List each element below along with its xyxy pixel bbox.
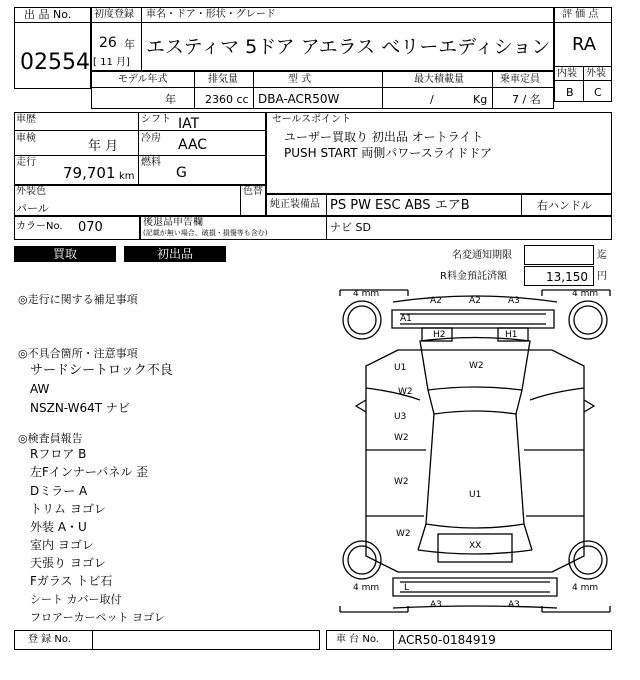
mileage: 79,701: [63, 164, 116, 182]
inspector-report-item: 室内 ヨゴレ: [30, 538, 94, 552]
recycle-fee-unit: 円: [597, 271, 607, 282]
model-year-label: モデル年式: [118, 74, 168, 85]
inspector-report-item: シート カバー取付: [30, 593, 122, 606]
first-registration-label: 初度登録: [94, 9, 134, 20]
displacement: 2360 cc: [205, 93, 249, 106]
defect-item: NSZN-W64T ナビ: [30, 401, 130, 415]
mileage-label: 走行: [16, 157, 36, 168]
inspection-value: 年 月: [88, 139, 119, 154]
inspector-report-item: Fガラス トビ石: [30, 574, 113, 588]
chassis-number: ACR50-0184919: [398, 633, 496, 647]
first-registration-month: [ 11 月]: [93, 57, 130, 68]
color-number: 070: [78, 220, 103, 235]
defect-item: サードシートロック不良: [30, 363, 173, 378]
tire-depth-rear-right: 4 mm: [572, 583, 599, 593]
damage-mark: W2: [394, 477, 409, 487]
mileage-unit: km: [119, 171, 135, 182]
damage-mark: U1: [394, 363, 407, 373]
tire-depth-front-left: 4 mm: [353, 289, 380, 299]
inspector-report-item: Dミラー A: [30, 484, 88, 498]
year-unit: 年: [124, 38, 135, 51]
ac-value: AAC: [178, 137, 208, 153]
steering-side: 右ハンドル: [537, 199, 592, 212]
damage-mark: W2: [398, 387, 413, 397]
driving-notes-title: ◎走行に関する補足事項: [18, 293, 138, 306]
color-number-label: カラーNo.: [16, 221, 63, 232]
specs-box: [14, 112, 266, 185]
model-type: DBA-ACR50W: [258, 92, 340, 106]
sales-point-label: セールスポイント: [272, 114, 352, 125]
model-year-unit: 年: [165, 93, 176, 106]
damage-mark: L: [404, 583, 410, 593]
damage-mark: H1: [505, 330, 518, 340]
exterior-color-box: [14, 185, 266, 216]
displacement-label: 排気量: [208, 74, 238, 85]
inspector-report-item: Rフロア B: [30, 447, 87, 461]
rating-score: RA: [572, 34, 597, 55]
recycle-fee-label: R料金預託済額: [440, 271, 507, 282]
shift-label: シフト: [141, 114, 171, 125]
damage-mark: H2: [433, 330, 446, 340]
exterior-color-value: パール: [16, 202, 49, 215]
damage-mark: W2: [469, 361, 484, 371]
first-listing-button[interactable]: 初出品: [124, 246, 226, 262]
sales-point-line-2: PUSH START 両側パワースライドドア: [284, 146, 492, 160]
damage-mark: A2: [430, 296, 442, 306]
interior-label: 内装: [557, 68, 577, 79]
shift-value: IAT: [178, 116, 200, 132]
exterior-color-label: 外装色: [16, 186, 46, 197]
damage-mark: A3: [430, 600, 442, 610]
tire-depth-front-right: 4 mm: [572, 289, 599, 299]
name-change-deadline-box: [524, 245, 594, 265]
interior-score: B: [566, 86, 574, 99]
buy-button[interactable]: 買取: [14, 246, 116, 262]
inspection-label: 車検: [16, 133, 36, 144]
inspector-report-item: 天張り ヨゴレ: [30, 556, 106, 570]
car-damage-diagram: [338, 288, 612, 614]
damage-mark: W2: [394, 433, 409, 443]
damage-mark: W2: [396, 529, 411, 539]
aftermarket-note: (記載が無い場合、破損・損傷等も含む): [143, 229, 268, 237]
defect-item: AW: [30, 382, 50, 396]
lot-number-label: 出 品 No.: [24, 8, 72, 21]
defects-title: ◎不具合箇所・注意事項: [18, 347, 138, 360]
car-name: エスティマ 5ドア アエラス べリーエディション: [146, 36, 551, 58]
exterior-score: C: [594, 86, 602, 99]
fuel-label: 燃料: [141, 157, 161, 168]
chassis-number-label: 車 台 No.: [336, 634, 379, 645]
damage-mark: A2: [469, 296, 481, 306]
color-change-label: 色替: [243, 186, 263, 197]
first-registration-year: 26: [99, 35, 117, 51]
rating-label: 評 価 点: [562, 9, 599, 20]
damage-mark: A1: [400, 314, 412, 324]
inspector-report-title: ◎検査員報告: [18, 432, 83, 445]
inspector-report-item: フロアーカーペット ヨゴレ: [30, 611, 165, 624]
aftermarket-value: ナビ SD: [330, 221, 371, 234]
recycle-fee-value: 13,150: [546, 270, 588, 284]
inspector-report-item: トリム ヨゴレ: [30, 502, 106, 516]
damage-mark: U3: [394, 412, 407, 422]
damage-mark: U1: [469, 490, 482, 500]
registration-number-label: 登 録 No.: [28, 634, 71, 645]
inspector-report-item: 左Fインナーパネル 歪: [30, 465, 149, 479]
aftermarket-label: 後退品申告欄: [143, 217, 203, 228]
exterior-label: 外装: [586, 68, 606, 79]
capacity: 7 / 名: [512, 93, 541, 106]
fuel-value: G: [176, 165, 187, 181]
max-load-unit: Kg: [473, 93, 488, 106]
damage-mark: XX: [469, 541, 482, 551]
max-load-label: 最大積載量: [414, 74, 464, 85]
capacity-label: 乗車定員: [500, 74, 540, 85]
tire-depth-rear-left: 4 mm: [353, 583, 380, 593]
lot-number: 02554: [20, 50, 90, 75]
standard-equipment-value: PS PW ESC ABS エアB: [330, 198, 470, 213]
standard-equipment-label: 純正装備品: [270, 199, 320, 210]
history-label: 車歴: [16, 114, 36, 125]
ac-label: 冷房: [141, 133, 161, 144]
damage-mark: A3: [508, 296, 520, 306]
car-name-label: 車名・ドア・形状・グレード: [146, 9, 276, 20]
inspector-report-item: 外装 A・U: [30, 520, 87, 534]
type-label: 型 式: [288, 74, 312, 85]
damage-mark: A3: [508, 600, 520, 610]
name-change-deadline-label: 名変通知期限: [452, 250, 512, 261]
max-load-separator: /: [430, 93, 434, 106]
name-change-deadline-unit: 迄: [597, 250, 607, 261]
sales-point-line-1: ユーザー買取り 初出品 オートライト: [284, 130, 484, 144]
